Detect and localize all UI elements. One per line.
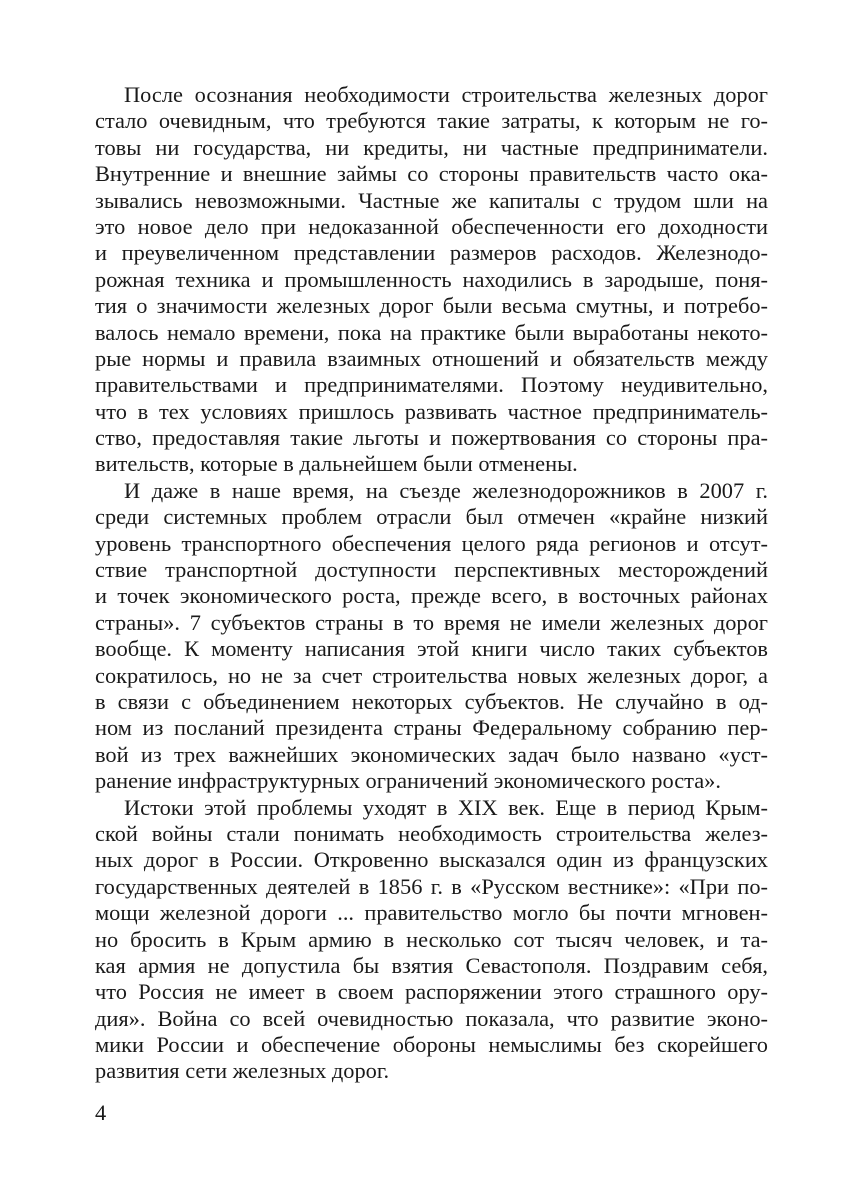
paragraph-3-line: дия». Война со всей очевидностью показала, что развитие эконо- — [95, 1005, 768, 1031]
paragraph-3-line: мощи железной дороги ... правительство могло бы почти мгновен- — [95, 900, 768, 926]
paragraph-2-line: уровень транспортного обеспечения целого ряда регионов и отсут- — [95, 530, 768, 556]
paragraph-1-line: и преувеличенном представлении размеров расходов. Железнодо- — [95, 240, 768, 266]
paragraph-3-line: мики России и обеспечение обороны немыслимы без скорейшего — [95, 1032, 768, 1058]
paragraph-2-line: и точек экономического роста, прежде всего, в восточных районах — [95, 583, 768, 609]
paragraph-2-line: ствие транспортной доступности перспективных месторождений — [95, 557, 768, 583]
paragraph-3-line: ской войны стали понимать необходимость строительства желез- — [95, 820, 768, 846]
paragraph-1-line: После осознания необходимости строительства железных дорог — [124, 82, 768, 107]
body-text — [95, 82, 768, 1085]
paragraph-2-line: среди системных проблем отрасли был отмечен «крайне низкий — [95, 504, 768, 530]
paragraph-2-line: в связи с объединением некоторых субъектов. Не случайно в од- — [95, 688, 768, 714]
paragraph-2-line: ранение инфраструктурных ограничений экономического роста». — [95, 768, 721, 794]
paragraph-1-line: ство, предоставляя такие льготы и пожертвования со стороны пра- — [95, 425, 768, 451]
paragraph-1-line: зывались невозможными. Частные же капиталы с трудом шли на — [95, 187, 768, 213]
paragraph-2-line: ном из посланий президента страны Федеральному собранию пер- — [95, 715, 768, 741]
paragraph-3-line: развития сети железных дорог. — [95, 1058, 390, 1084]
paragraph-1-line: это новое дело при недоказанной обеспеченности его доходности — [95, 213, 768, 239]
paragraph-1-line: рожная техника и промышленность находились в зародыше, поня- — [95, 266, 768, 292]
paragraph-1-line: Внутренние и внешние займы со стороны правительств часто ока- — [95, 161, 768, 187]
paragraph-3-line: ных дорог в России. Откровенно высказался один из французских — [95, 847, 768, 873]
paragraph-1-line: правительствами и предпринимателями. Поэтому неудивительно, — [95, 372, 768, 398]
paragraph-3-line: но бросить в Крым армию в несколько сот тысяч человек, и та- — [95, 926, 768, 952]
paragraph-3-line: кая армия не допустила бы взятия Севастополя. Поздравим себя, — [95, 952, 768, 978]
page-number: 4 — [95, 1100, 107, 1125]
paragraph-2-line: вой из трех важнейших экономических задач было названо «уст- — [95, 741, 768, 767]
paragraph-1-line: вительств, которые в дальнейшем были отменены. — [95, 451, 578, 477]
paragraph-3-line: Истоки этой проблемы уходят в XIX век. Еще в период Крым- — [124, 794, 768, 820]
paragraph-1-line: рые нормы и правила взаимных отношений и обязательств между — [95, 345, 768, 371]
paragraph-1-line: товы ни государства, ни кредиты, ни частные предприниматели. — [95, 134, 768, 160]
paragraph-2-line: сократилось, но не за счет строительства новых железных дорог, а — [95, 662, 768, 688]
paragraph-3-line: государственных деятелей в 1856 г. в «Русском вестнике»: «При по- — [95, 873, 768, 899]
paragraph-3-line: что Россия не имеет в своем распоряжении этого страшного ору- — [95, 979, 768, 1005]
paragraph-1-line: что в тех условиях пришлось развивать частное предприниматель- — [95, 398, 768, 424]
paragraph-2-line: вообще. К моменту написания этой книги число таких субъектов — [95, 636, 768, 662]
paragraph-1-line: валось немало времени, пока на практике были выработаны некото- — [95, 319, 768, 345]
paragraph-1-line: стало очевидным, что требуются такие затраты, к которым не го- — [95, 108, 768, 134]
paragraph-2-line: И даже в наше время, на съезде железнодорожников в 2007 г. — [124, 477, 768, 503]
paragraph-1-line: тия о значимости железных дорог были весьма смутны, и потребо- — [95, 293, 768, 319]
paragraph-2-line: страны». 7 субъектов страны в то время не имели железных дорог — [95, 609, 768, 635]
